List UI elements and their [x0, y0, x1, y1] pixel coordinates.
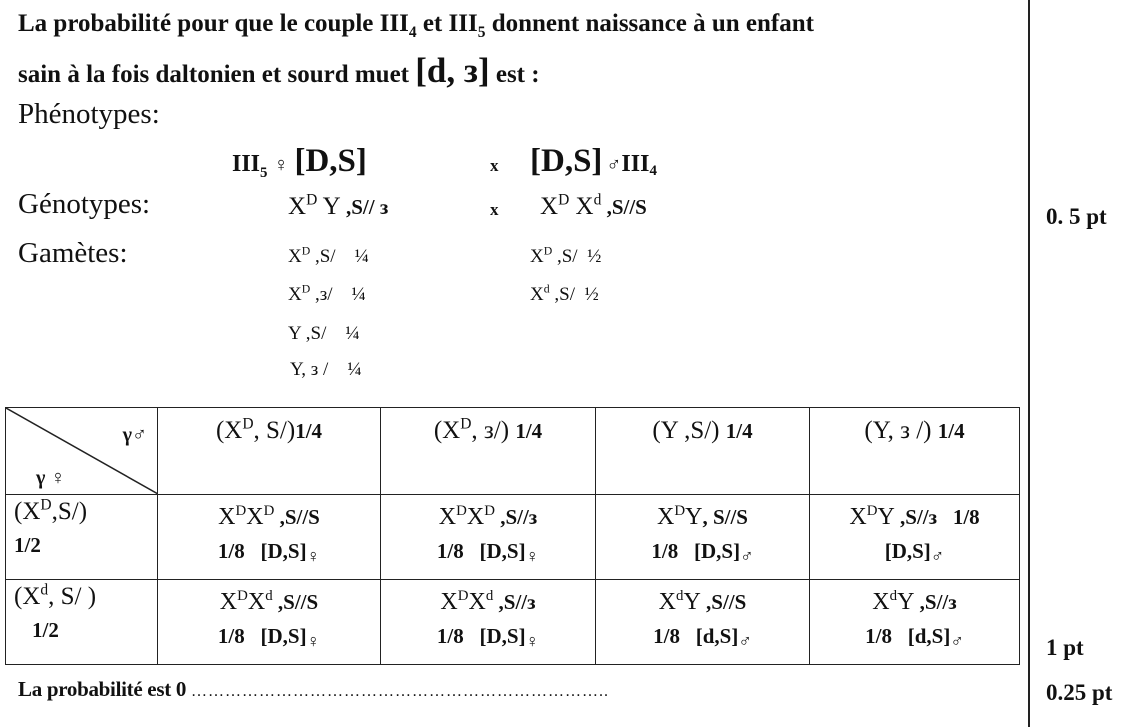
phenotypes-label: Phénotypes: [18, 98, 160, 130]
female-symbol-icon: ♀ [306, 631, 321, 652]
punnett-square [5, 407, 1020, 665]
male-genotype: $X^D$ $X^d$ ,S//S [540, 191, 647, 220]
table-cell: $X^DY$ ,S//з 1/8 [D,S]♂ [810, 495, 1020, 580]
gamete-left-1: $X^D$ ,S/ ¼ [288, 244, 369, 267]
cross-symbol: x [490, 156, 499, 175]
question-line-1: La probabilité pour que le couple $III_4$ et $III_5$ donnent naissance à un enfant [18, 10, 814, 41]
gamete-left-4: Y, з / ¼ [290, 359, 362, 380]
points-0-25: 0.25 pt [1046, 680, 1113, 705]
answer-line: La probabilité est 0 ……………………………………………………………….. [18, 677, 609, 701]
column-header: ($X^D$, з/) 1/4 [381, 408, 596, 495]
male-symbol-icon: ♂ [738, 631, 752, 652]
table-header-row [6, 408, 1020, 495]
table-cell: $X^DX^d$ ,S//з 1/8 [D,S]♀ [381, 580, 596, 665]
table-row [6, 580, 1020, 665]
table-row [6, 495, 1020, 580]
table-cell: $X^DX^d$ ,S//S 1/8 [D,S]♀ [158, 580, 381, 665]
gametes-label: Gamètes: [18, 237, 128, 269]
male-symbol-icon: ♂ [740, 546, 754, 567]
male-symbol-icon: ♂ [950, 631, 964, 652]
cross-symbol-2: x [490, 200, 499, 219]
points-1: 1 pt [1046, 635, 1084, 660]
row-header: $(X^D,S/)$ 1/2 [6, 495, 158, 580]
male-gametes-label: γ♂ [122, 424, 147, 446]
table-cell: $X^dY$ ,S//S 1/8 [d,S]♂ [596, 580, 810, 665]
points-0-5: 0. 5 pt [1046, 204, 1107, 229]
male-symbol-icon: ♂ [930, 546, 945, 567]
question-line-2: sain à la fois daltonien et sourd muet [d, з] est : [18, 51, 540, 90]
diagonal-divider [6, 408, 158, 494]
female-parent: $III_5$ ♀ [D,S] [232, 143, 367, 181]
table-cell: $X^DY$, S//S 1/8 [D,S]♂ [596, 495, 810, 580]
genotypes-label: Génotypes: [18, 188, 151, 220]
female-symbol-icon: ♀ [525, 631, 540, 652]
female-symbol-icon: ♀ [525, 546, 540, 567]
table-cell: $X^dY$ ,S//з 1/8 [d,S]♂ [810, 580, 1020, 665]
gamete-left-2: $X^D$ ,з/ ¼ [288, 282, 366, 305]
column-header: (Y ,S/) 1/4 [596, 408, 810, 495]
corner-cell [6, 408, 158, 495]
row-header: ($X^d$, S/ ) 1/2 [6, 580, 158, 665]
column-header: ($X^D$, S/)1/4 [158, 408, 381, 495]
gamete-left-3: Y ,S/ ¼ [288, 323, 360, 344]
female-gametes-label: γ ♀ [36, 467, 66, 489]
gamete-right-2: $X^d$ ,S/ ½ [530, 282, 599, 305]
column-header: (Y, з /) 1/4 [810, 408, 1020, 495]
female-symbol-icon: ♀ [306, 546, 321, 567]
table-cell: $X^DX^D$ ,S//з 1/8 [D,S]♀ [381, 495, 596, 580]
table-cell: $X^DX^D$ ,S//S 1/8 [D,S]♀ [158, 495, 381, 580]
male-symbol-icon: ♂ [606, 154, 622, 176]
male-parent: [D,S] $♂III_4$ [530, 143, 657, 180]
target-phenotype: [d, з] [415, 51, 490, 90]
grading-column-divider [1028, 0, 1030, 727]
female-symbol-icon: ♀ [273, 154, 289, 176]
gamete-right-1: $X^D$ ,S/ ½ [530, 244, 602, 267]
female-genotype: $X^D$ Y ,S// з [288, 191, 389, 220]
